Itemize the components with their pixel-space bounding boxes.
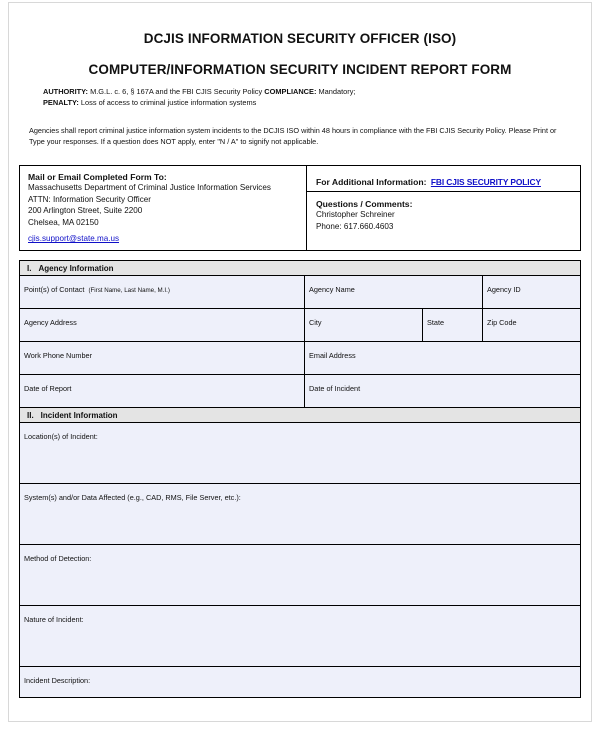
field-date-of-report[interactable]	[20, 375, 305, 407]
contact-phone: Phone: 617.660.4603	[316, 221, 394, 231]
field-email-address[interactable]	[305, 342, 580, 374]
form-page	[8, 2, 592, 722]
section-header-incident	[20, 408, 580, 423]
field-label: Date of Report	[24, 384, 72, 394]
mail-to-org: Massachusetts Department of Criminal Justice Information Services	[28, 183, 271, 193]
table-row	[20, 667, 580, 698]
field-label: Email Address	[309, 351, 356, 361]
page-subtitle: COMPUTER/INFORMATION SECURITY INCIDENT REPORT FORM	[88, 62, 512, 77]
field-agency-address[interactable]	[20, 309, 305, 341]
field-zip-code[interactable]	[483, 309, 580, 341]
field-label: Agency Address	[24, 318, 77, 328]
additional-info-label: For Additional Information:	[316, 177, 427, 188]
field-agency-name[interactable]	[305, 276, 483, 308]
penalty-label: PENALTY:	[43, 97, 79, 107]
field-work-phone[interactable]	[20, 342, 305, 374]
field-label: Location(s) of Incident:	[24, 432, 98, 442]
legal-notice	[43, 87, 591, 108]
field-nature-of-incident[interactable]	[20, 606, 580, 666]
field-state[interactable]	[423, 309, 483, 341]
compliance-text: Mandatory;	[316, 87, 356, 96]
field-label: Point(s) of Contact	[24, 285, 85, 295]
document-titles	[9, 3, 591, 77]
intro-paragraph: Agencies shall report criminal justice information system incidents to the DCJIS ISO within 48 hours in compliance with the FBI CJIS Security Policy. Please Print or Type your responses. If a question does NOT apply, enter "N / A" to signify not applicable.	[29, 126, 557, 147]
authority-label: AUTHORITY:	[43, 87, 89, 96]
field-systems-affected[interactable]	[20, 484, 580, 544]
mail-to-attn: ATTN: Information Security Officer	[28, 194, 151, 204]
contact-band	[19, 165, 581, 251]
additional-info-box	[307, 166, 580, 250]
field-hint: (First Name, Last Name, M.I.)	[88, 287, 170, 295]
fbi-cjis-policy-link[interactable]: FBI CJIS SECURITY POLICY	[430, 177, 541, 188]
field-label: Nature of Incident:	[24, 615, 84, 625]
field-label: Date of Incident	[309, 384, 361, 394]
field-label: Agency ID	[487, 285, 521, 295]
form-table	[19, 260, 581, 698]
contact-name: Christopher Schreiner	[316, 210, 395, 220]
additional-info-row	[307, 166, 580, 192]
support-email-link[interactable]: cjis.support@state.ma.us	[28, 234, 119, 244]
table-row	[20, 606, 580, 667]
field-city[interactable]	[305, 309, 423, 341]
field-label: Method of Detection:	[24, 554, 92, 564]
field-point-of-contact[interactable]	[20, 276, 305, 308]
field-location-of-incident[interactable]	[20, 423, 580, 483]
section-incident-title: Incident Information	[40, 411, 118, 421]
field-date-of-incident[interactable]	[305, 375, 580, 407]
field-incident-description[interactable]	[20, 667, 580, 697]
questions-comments-row	[307, 192, 580, 250]
section-agency-number: I.	[27, 264, 32, 274]
field-method-of-detection[interactable]	[20, 545, 580, 605]
table-row	[20, 375, 580, 408]
penalty-line	[43, 98, 591, 109]
field-label: Incident Description:	[24, 676, 91, 686]
authority-line	[43, 87, 591, 98]
table-row	[20, 276, 580, 309]
authority-text: M.G.L. c. 6, § 167A and the FBI CJIS Security Policy	[88, 87, 265, 96]
table-row	[20, 342, 580, 375]
section-header-agency	[20, 261, 580, 276]
mail-to-city-state-zip: Chelsea, MA 02150	[28, 217, 99, 227]
field-agency-id[interactable]	[483, 276, 580, 308]
table-row	[20, 484, 580, 545]
section-incident-number: II.	[27, 411, 34, 421]
page-title: DCJIS INFORMATION SECURITY OFFICER (ISO)	[143, 31, 457, 46]
field-label: Work Phone Number	[24, 351, 92, 361]
compliance-label: COMPLIANCE:	[264, 87, 317, 96]
field-label: City	[309, 318, 322, 328]
table-row	[20, 309, 580, 342]
table-row	[20, 423, 580, 484]
penalty-text: Loss of access to criminal justice information systems	[78, 97, 257, 107]
mail-to-box	[20, 166, 307, 250]
mail-to-street: 200 Arlington Street, Suite 2200	[28, 206, 143, 216]
field-label: State	[427, 318, 445, 328]
mail-to-heading: Mail or Email Completed Form To:	[28, 172, 167, 183]
field-label: Agency Name	[309, 285, 355, 295]
questions-heading: Questions / Comments:	[316, 199, 413, 210]
section-agency-title: Agency Information	[38, 264, 114, 274]
table-row	[20, 545, 580, 606]
field-label: Zip Code	[487, 318, 517, 328]
field-label: System(s) and/or Data Affected (e.g., CAD, RMS, File Server, etc.):	[24, 493, 241, 503]
